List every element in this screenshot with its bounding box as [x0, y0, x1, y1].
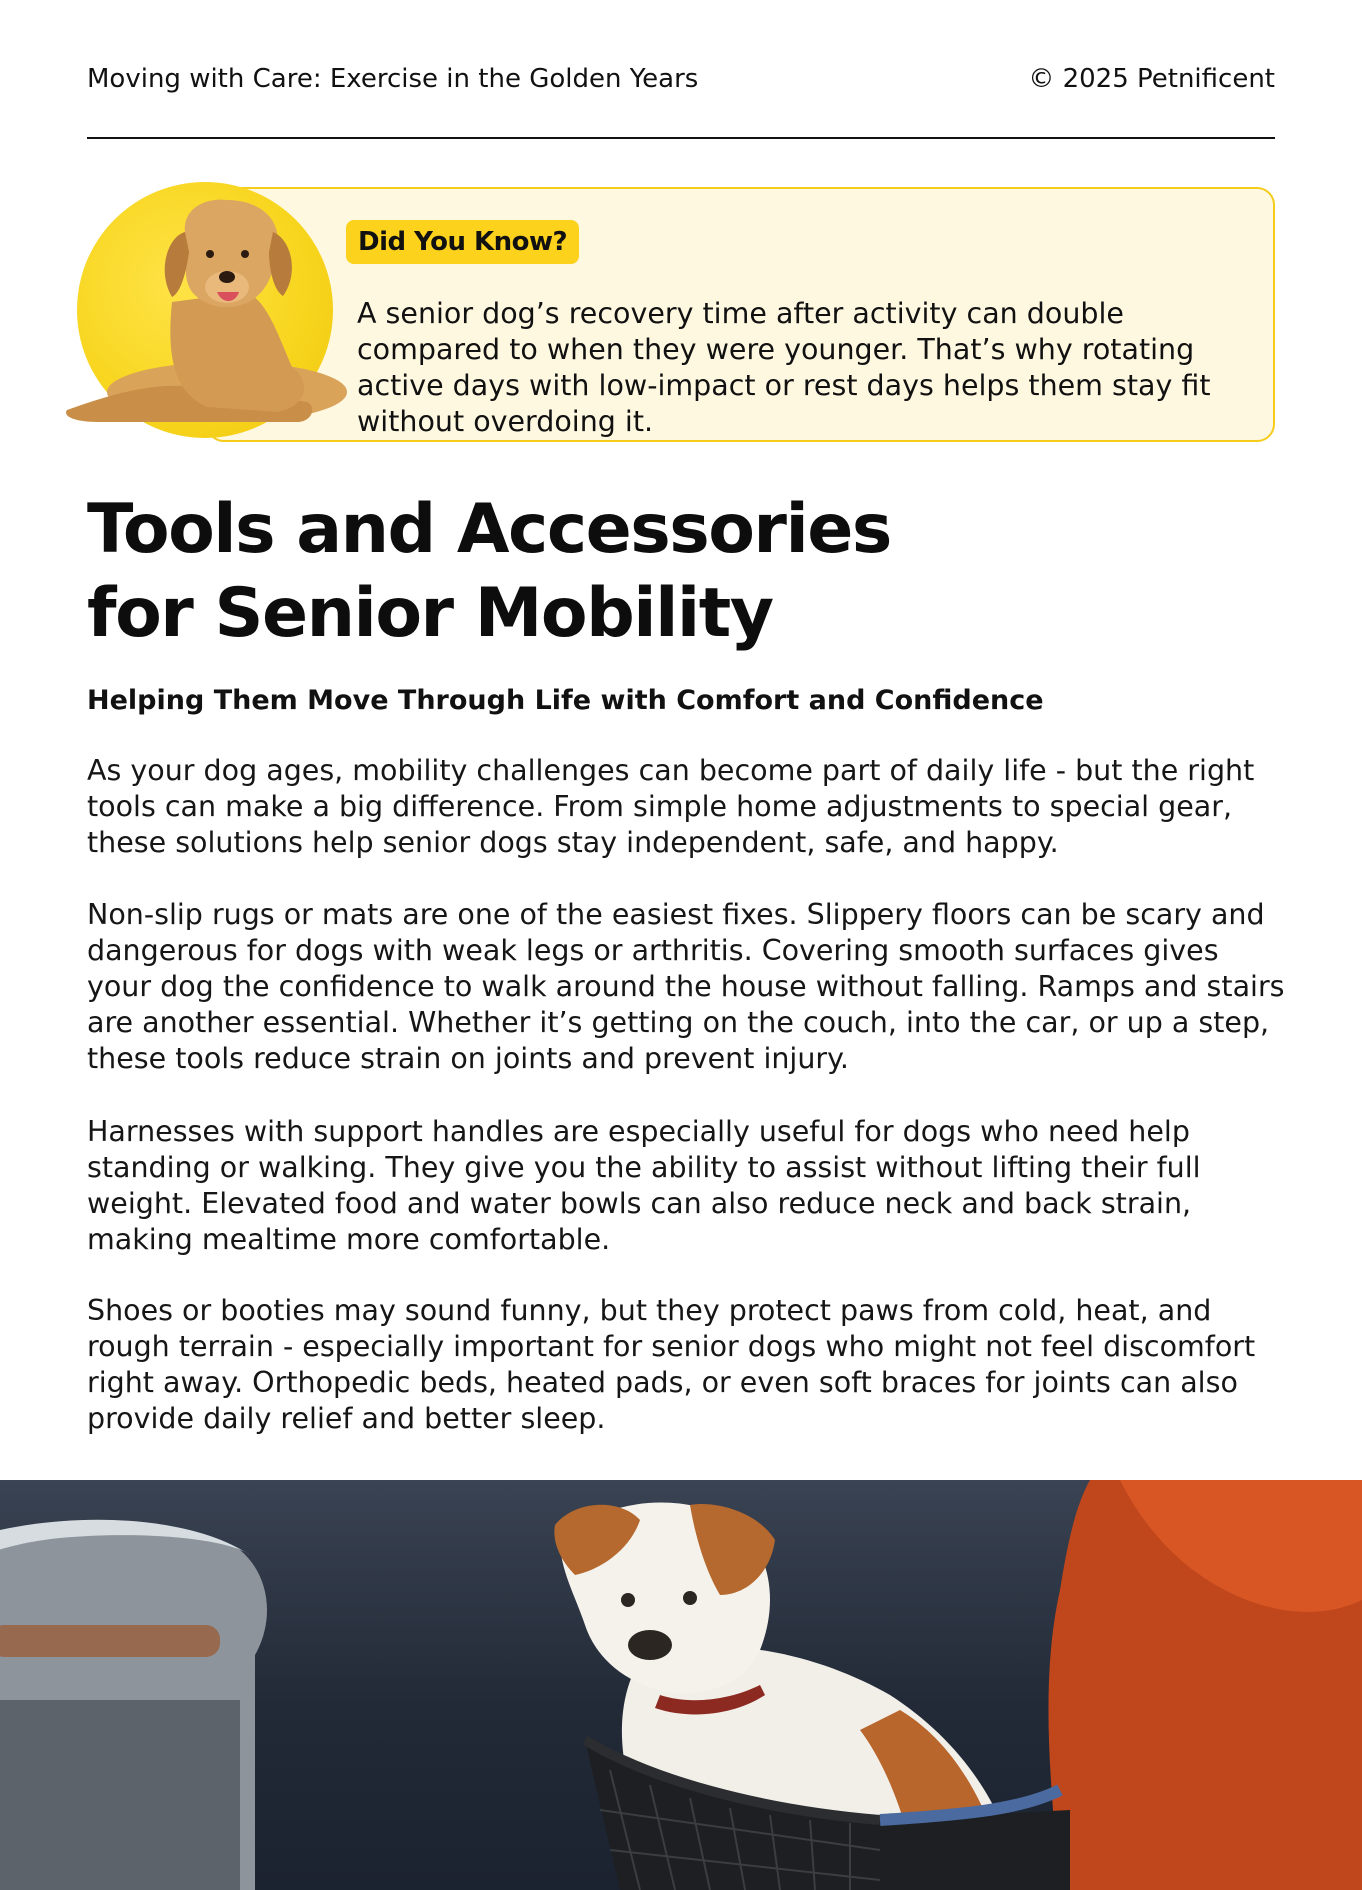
dog-in-bike-basket-photo-icon — [0, 1480, 1362, 1890]
did-you-know-badge: Did You Know? — [346, 220, 579, 264]
article-subtitle: Helping Them Move Through Life with Comfort and Confidence — [87, 685, 1044, 716]
paragraph: As your dog ages, mobility challenges can become part of daily life - but the right tools can make a big difference. From simple home adjustments to special gear, these solutions help senior dogs stay independent, safe, and happy. — [87, 754, 1255, 859]
header-copyright: © 2025 Petnificent — [1028, 64, 1275, 94]
paragraph: Shoes or booties may sound funny, but they protect paws from cold, heat, and rough terrain - especially important for senior dogs who might not feel discomfort right away. Orthopedic beds, heated pads, or even soft braces for joints can also provide daily relief and better sleep. — [87, 1294, 1256, 1435]
golden-retriever-photo-icon — [77, 182, 333, 438]
article-title — [87, 488, 1087, 656]
article-title-line-1: Tools and Accessories — [87, 490, 891, 569]
callout-text: A senior dog’s recovery time after activity can double compared to when they were younger. That’s why rotating active days with low-impact or rest days helps them stay fit without overdoing it. — [357, 297, 1211, 438]
article-title-line-2: for Senior Mobility — [87, 574, 773, 653]
header-title: Moving with Care: Exercise in the Golden Years — [87, 64, 699, 94]
paragraph: Harnesses with support handles are especially useful for dogs who need help standing or walking. They give you the ability to assist without lifting their full weight. Elevated food and water bowls can also reduce neck and back strain, making mealtime more comfortable. — [87, 1115, 1201, 1256]
page-header — [87, 64, 1275, 96]
header-divider — [87, 137, 1275, 139]
paragraph: Non-slip rugs or mats are one of the easiest fixes. Slippery floors can be scary and dangerous for dogs with weak legs or arthritis. Covering smooth surfaces gives your dog the confidence to walk around the house without falling. Ramps and stairs are another essential. Whether it’s getting on the couch, into the car, or up a step, these tools reduce strain on joints and prevent injury. — [87, 898, 1285, 1075]
